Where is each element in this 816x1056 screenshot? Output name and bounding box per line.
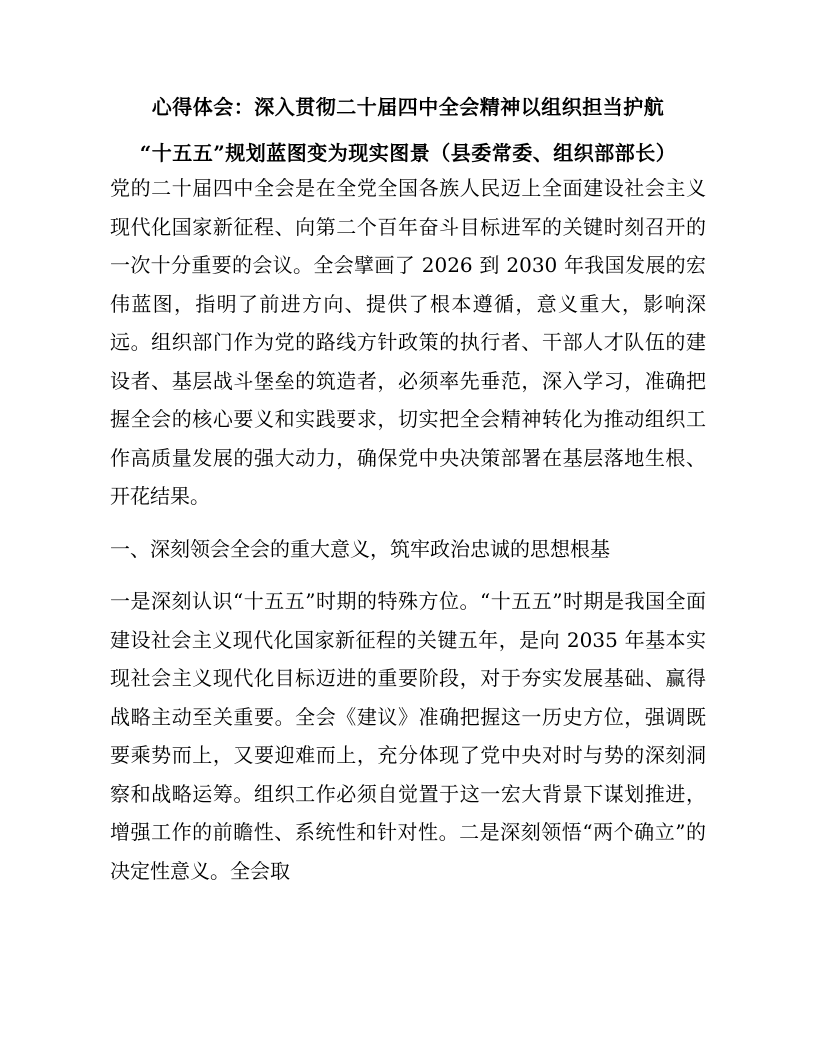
- title-line-2: “十五五”规划蓝图变为现实图景（县委常委、组织部部长）: [139, 141, 677, 165]
- paragraph-section-1: 一是深刻认识“十五五”时期的特殊方位。“十五五”时期是我国全面建设社会主义现代化国家新征程的关键五年，是向 2035 年基本实现社会主义现代化目标迈进的重要阶段，对于夯实发展基础、赢得战略主动至关重要。全会《建议》准确把握这一历史方位，强调既要乘势而上，又要迎难而上，充分体现了党中央对时与势的深刻洞察和战略运筹。组织工作必须自觉置于这一宏大背景下谋划推进，增强工作的前瞻性、系统性和针对性。二是深刻领悟“两个确立”的决定性意义。全会取: [110, 589, 706, 883]
- paragraph-intro: 党的二十届四中全会是在全党全国各族人民迈上全面建设社会主义现代化国家新征程、向第二个百年奋斗目标进军的关键时刻召开的一次十分重要的会议。全会擘画了 2026 到 2030 年我国发展的宏伟蓝图，指明了前进方向、提供了根本遵循，意义重大，影响深远。组织部门作为党的路线方针政策的执行者、干部人才队伍的建设者、基层战斗堡垒的筑造者，必须率先垂范，深入学习，准确把握全会的核心要义和实践要求，切实把全会精神转化为推动组织工作高质量发展的强大动力，确保党中央决策部署在基层落地生根、开花结果。: [110, 176, 706, 508]
- document-body: [110, 169, 706, 904]
- section-heading-1: 一、深刻领会全会的重大意义，筑牢政治忠诚的思想根基: [110, 536, 610, 561]
- title-line-1: 心得体会：深入贯彻二十届四中全会精神以组织担当护航: [151, 95, 665, 119]
- document-title: [110, 92, 706, 168]
